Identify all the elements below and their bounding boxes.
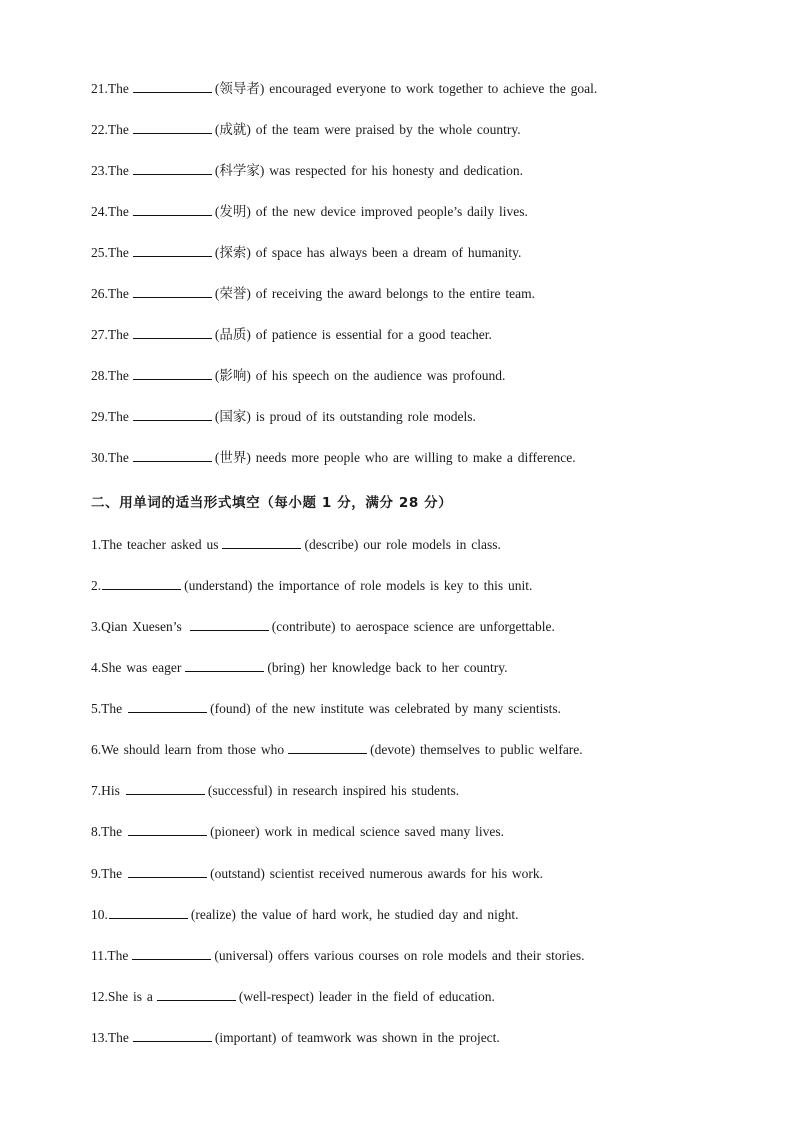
sentence-start: 9.The [91, 866, 123, 881]
sentence-rest: is proud of its outstanding role models. [255, 409, 476, 424]
sentence-start: 11.The [91, 948, 129, 963]
sentence-start: 10. [91, 907, 108, 922]
sentence-rest: (understand) the importance of role models is key to this unit. [184, 578, 533, 593]
sentence-rest: of the new device improved people’s daily lives. [255, 204, 528, 219]
sentence-start: 4.She was eager [91, 660, 182, 675]
answer-blank[interactable] [133, 203, 212, 216]
sentence-rest: (universal) offers various courses on role models and their stories. [214, 948, 585, 963]
sentence-start: 13.The [91, 1030, 129, 1045]
answer-blank[interactable] [128, 700, 207, 713]
question-23 [91, 162, 523, 180]
question-number: 27.The [91, 327, 129, 342]
answer-blank[interactable] [222, 536, 301, 549]
question-number: 21.The [91, 81, 129, 96]
sentence-start: 8.The [91, 824, 123, 839]
question-number: 23.The [91, 163, 129, 178]
answer-blank[interactable] [288, 741, 367, 754]
question-number: 29.The [91, 409, 129, 424]
chinese-hint: (科学家) [214, 163, 265, 178]
answer-blank[interactable] [133, 121, 212, 134]
question-number: 28.The [91, 368, 129, 383]
question-13 [91, 1029, 500, 1047]
chinese-hint: (探索) [214, 245, 251, 260]
answer-blank[interactable] [133, 1029, 212, 1042]
answer-blank[interactable] [133, 367, 212, 380]
question-11 [91, 947, 585, 965]
sentence-start: 7.His [91, 783, 120, 798]
question-1 [91, 536, 501, 554]
sentence-rest: (contribute) to aerospace science are unforgettable. [271, 619, 555, 634]
chinese-hint: (国家) [214, 409, 251, 424]
answer-blank[interactable] [133, 244, 212, 257]
section-heading: 二、用单词的适当形式填空（每小题 1 分，满分 28 分） [91, 495, 453, 511]
sentence-rest: (outstand) scientist received numerous awards for his work. [210, 866, 544, 881]
answer-blank[interactable] [109, 906, 188, 919]
sentence-rest: of receiving the award belongs to the entire team. [255, 286, 536, 301]
sentence-start: 5.The [91, 701, 123, 716]
question-27 [91, 326, 492, 344]
chinese-hint: (影响) [214, 368, 251, 383]
sentence-rest: of patience is essential for a good teacher. [255, 327, 492, 342]
question-2 [91, 577, 532, 595]
question-25 [91, 244, 521, 262]
chinese-hint: (发明) [214, 204, 251, 219]
sentence-rest: encouraged everyone to work together to achieve the goal. [269, 81, 598, 96]
chinese-hint: (品质) [214, 327, 251, 342]
sentence-rest: of the team were praised by the whole country. [255, 122, 521, 137]
question-5 [91, 700, 561, 718]
question-29 [91, 408, 476, 426]
answer-blank[interactable] [133, 162, 212, 175]
answer-blank[interactable] [133, 80, 212, 93]
chinese-hint: (世界) [214, 450, 251, 465]
sentence-start: 2. [91, 578, 102, 593]
sentence-rest: (describe) our role models in class. [304, 537, 501, 552]
answer-blank[interactable] [128, 823, 207, 836]
answer-blank[interactable] [185, 659, 264, 672]
sentence-start: 12.She is a [91, 989, 153, 1004]
answer-blank[interactable] [133, 285, 212, 298]
sentence-rest: (found) of the new institute was celebrated by many scientists. [210, 701, 562, 716]
question-26 [91, 285, 535, 303]
question-10 [91, 906, 519, 924]
question-12 [91, 988, 495, 1006]
question-6 [91, 741, 583, 759]
question-30 [91, 449, 576, 467]
sentence-rest: of his speech on the audience was profound. [255, 368, 506, 383]
question-24 [91, 203, 528, 221]
sentence-rest: needs more people who are willing to make a difference. [255, 450, 576, 465]
sentence-rest: (bring) her knowledge back to her country. [267, 660, 508, 675]
answer-blank[interactable] [133, 449, 212, 462]
chinese-hint: (荣誉) [214, 286, 251, 301]
question-number: 30.The [91, 450, 129, 465]
question-number: 26.The [91, 286, 129, 301]
sentence-rest: of space has always been a dream of humanity. [255, 245, 522, 260]
answer-blank[interactable] [157, 988, 236, 1001]
question-22 [91, 121, 521, 139]
question-number: 25.The [91, 245, 129, 260]
sentence-rest: (successful) in research inspired his students. [207, 783, 460, 798]
answer-blank[interactable] [190, 618, 269, 631]
question-8 [91, 823, 504, 841]
chinese-hint: (成就) [214, 122, 251, 137]
question-3 [91, 618, 555, 636]
sentence-start: 1.The teacher asked us [91, 537, 219, 552]
sentence-rest: (pioneer) work in medical science saved many lives. [210, 824, 505, 839]
answer-blank[interactable] [133, 408, 212, 421]
question-number: 24.The [91, 204, 129, 219]
sentence-rest: (devote) themselves to public welfare. [370, 742, 583, 757]
question-9 [91, 865, 543, 883]
question-4 [91, 659, 508, 677]
question-number: 22.The [91, 122, 129, 137]
answer-blank[interactable] [128, 865, 207, 878]
sentence-rest: (realize) the value of hard work, he studied day and night. [190, 907, 519, 922]
answer-blank[interactable] [126, 782, 205, 795]
chinese-hint: (领导者) [214, 81, 265, 96]
answer-blank[interactable] [132, 947, 211, 960]
sentence-rest: (well-respect) leader in the field of education. [238, 989, 495, 1004]
question-28 [91, 367, 505, 385]
sentence-rest: (important) of teamwork was shown in the project. [214, 1030, 500, 1045]
answer-blank[interactable] [133, 326, 212, 339]
sentence-start: 3.Qian Xuesen’s [91, 619, 182, 634]
question-7 [91, 782, 459, 800]
sentence-start: 6.We should learn from those who [91, 742, 285, 757]
answer-blank[interactable] [102, 577, 181, 590]
sentence-rest: was respected for his honesty and dedication. [269, 163, 524, 178]
question-21 [91, 80, 597, 98]
